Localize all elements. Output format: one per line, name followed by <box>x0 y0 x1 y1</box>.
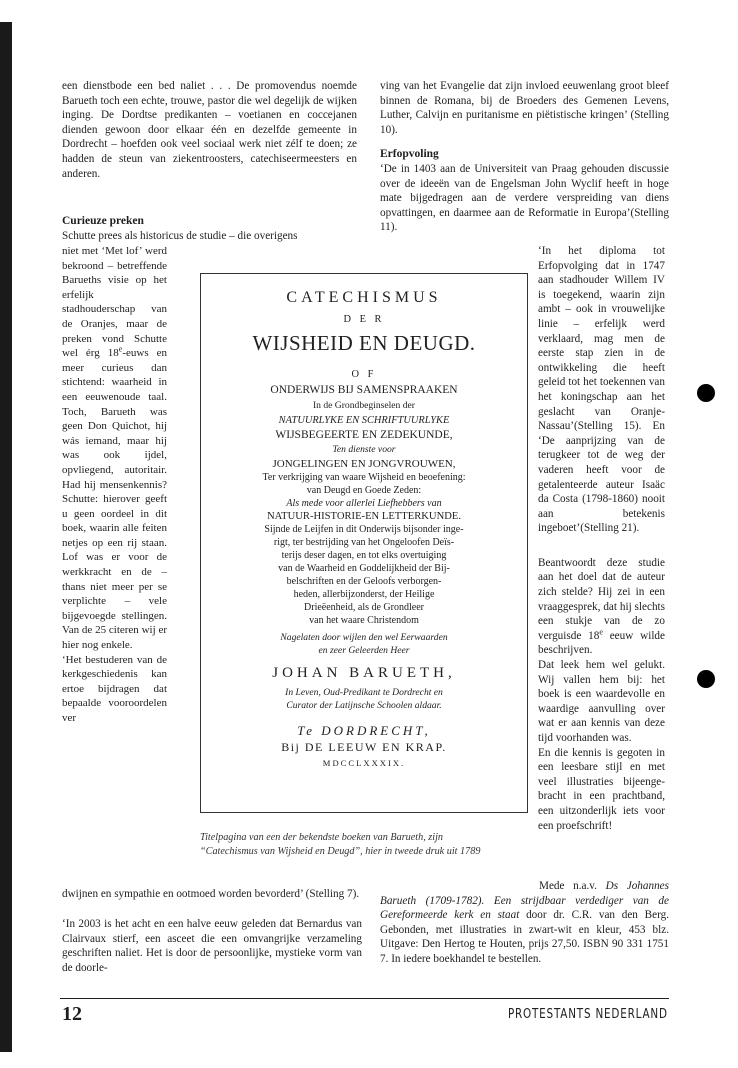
tp-johan-barueth: JOHAN BARUETH, <box>272 665 456 681</box>
book-details: door dr. C.R. van den Berg. Gebonden, met illustraties in zwart-wit en kleur, 453 blz. Uitgave: Den Hertog te Houten, prijs 27,50. ISBN 90 331 1751 7. In iedere boekhandel te bestellen. <box>380 909 669 965</box>
tp-onderwijs: ONDERWIJS BIJ SAMENSPRAAKEN <box>270 384 458 396</box>
tp-deugd: van Deugd en Goede Zeden: <box>306 485 422 496</box>
quote-stelling-7-start: ‘Het bestuderen van de kerkgeschiedenis kan ertoe bijdragen dat bepaalde vooroordelen ver <box>62 653 167 724</box>
conclusion-para <box>538 556 665 658</box>
book-title: Ds Johannes Barueth (1709-1782). Een strijdbaar verdediger van de Gereformeerde kerk en staat <box>380 880 669 922</box>
heading-curieuze-preken: Curieuze preken <box>62 215 144 227</box>
tp-ten-dienste: Ten dienste voor <box>332 444 396 455</box>
page-number: 12 <box>62 1003 82 1025</box>
stelling-15-21: ‘In het diploma tot Erfopvolging dat in 1747 aan stadhouder Willem IV is toegekend, waarin zijn ambt – ook in vrouwelijke linie – erfelijk werd verklaard, mag men de eerste stap zien in de ontwikkeling die heeft geleid tot het toekennen van het koningschap aan het geslacht van Oranje-Nassau’(Stelling 15). En ‘De aanprijzing van de terugkeer tot de weg der vaderen heeft voor de getalenteerde auteur Isaäc da Costa (1798-1860) nooit aan betekenis ingeboet’(Stelling 21). <box>538 245 665 535</box>
title-page-illustration <box>200 273 528 813</box>
tp-leeuw-krap: Bij DE LEEUW EN KRAP. <box>281 740 447 754</box>
tp-der: D E R <box>343 314 385 325</box>
tp-natuurlyke: NATUURLYKE EN SCHRIFTUURLYKE <box>278 415 450 426</box>
tp-line16: rigt, ter bestrijding van het Ongeloofen Deïs- <box>273 537 455 548</box>
footer-rule <box>60 998 669 999</box>
punch-hole-top <box>697 384 715 402</box>
right-narrow-column <box>538 244 665 833</box>
tp-curator: Curator der Latijnsche Schoolen aldaar. <box>286 700 442 711</box>
tp-geleerden: en zeer Geleerden Heer <box>318 645 410 656</box>
left-narrow-column <box>62 244 167 726</box>
tp-verkrijging: Ter verkrijging van waare Wijsheid en beoefening: <box>262 472 466 483</box>
tp-line19: belschriften en der Geloofs verborgen- <box>286 576 442 587</box>
tp-te-dordrecht: Te DORDRECHT, <box>297 723 431 738</box>
tp-line18: van de Waarheid en Goddelijkheid der Bij- <box>278 563 450 574</box>
tp-line20: heden, allerbijzonderst, der Heilige <box>293 589 435 600</box>
punch-hole-bottom <box>697 670 715 688</box>
right-column-top <box>380 79 669 235</box>
magazine-name: PROTESTANTS NEDERLAND <box>508 1007 668 1022</box>
narrow-text-part1: niet met ‘Met lof’ werd bekroond – betreffende Barueths visie op het erfelijk stadhouderschap van de Oranjes, maar de preken vond Schutte wel érg 18 <box>62 245 167 360</box>
superscript-e-right: e <box>599 627 603 637</box>
gelukt-para: Dat leek hem wel gelukt. Wij vallen hem bij: het boek is een waardevolle en waardige aanvulling over wat er aan kennis van deze tijd voorhanden was. <box>538 659 665 744</box>
narrow-text-part2: -euws en meer curieus dan stichtend: waarheid in een eeuwenoude taal. Toch, Barueth was geen Don Quichot, hij wás iemand, maar hij was ook ijdel, opvliegend, autoritair. Had hij mensenkennis? Schutte: hierover geeft u geen oordeel in dit boek, waarin alle feiten netjes op een rij staan. Lof was er voor de werkkracht en de – thans niet meer per se verplichte – vele bijgevoegde stellingen. Van de 25 citeren wij er hier nog enkele. <box>62 347 167 652</box>
tp-liefhebbers: Als mede voor allerlei Liefhebbers van <box>286 498 442 509</box>
tp-nagelaten: Nagelaten door wijlen den wel Eerwaarden <box>280 632 448 643</box>
title-page-caption: Titelpagina van een der bekendste boeken van Barueth, zijn “Catechismus van Wijsheid en Deugd”, hier in tweede druk uit 1789 <box>200 832 481 857</box>
tp-catechismus: CATECHISMUS <box>286 289 442 306</box>
tp-natuur-historie: NATUUR-HISTORIE-EN LETTERKUNDE. <box>267 511 461 522</box>
tp-wijsbegeerte: WIJSBEGEERTE EN ZEDEKUNDE, <box>275 429 453 441</box>
book-reference <box>380 879 669 967</box>
tp-of: O F <box>351 369 377 380</box>
kennis-para: En die kennis is gegoten in een leesbare stijl en met veel illustraties bijeengebracht in een prachtband, een uitzonderlijk iets voor een proefschrift! <box>538 746 665 832</box>
heading-erfopvoling: Erfopvoling <box>380 148 439 161</box>
conclusion-text-b: eeuw wilde beschrijven. <box>538 629 665 657</box>
tp-line21: Drieëenheid, als de Grondleer <box>304 602 424 613</box>
tp-in-leven: In Leven, Oud-Predikant te Dordrecht en <box>285 687 443 698</box>
quote-stelling-7-end: dwijnen en sympathie en ootmoed worden bevorderd’ (Stelling 7). <box>62 888 360 900</box>
tp-grondbeginselen: In de Grondbeginselen der <box>312 400 416 411</box>
tp-year: MDCCLXXXIX. <box>322 758 406 768</box>
quote-stelling-10-start: ‘In 2003 is het acht en een halve eeuw geleden dat Bernardus van Clairvaux stierf, een asceet die een omvangrijke verzameling geschriften naliet. Het is door de persoonlijke, mystieke vorm van de doorle- <box>62 918 362 974</box>
tp-line15: Sijnde de Leijfen in dit Onderwijs bijsonder inge- <box>264 524 464 535</box>
tp-line17: terijs deser dagen, en tot elks overtuiging <box>281 550 447 561</box>
binding-edge <box>0 22 12 1052</box>
superscript-e: e <box>118 344 123 354</box>
tp-wijsheid-en-deugd: WIJSHEID EN DEUGD. <box>252 331 476 355</box>
tp-line22: van het waare Christendom <box>309 615 419 626</box>
stelling-11: ‘De in 1403 aan de Universiteit van Praag gehouden discussie over de ideeën van de Engelsman John Wyclif heeft in hoge mate bijgedragen aan de verdere verspreiding van diens opvattingen, en daarmee aan de Reformatie in Europa’(Stelling 11). <box>380 162 669 234</box>
mede-prefix: Mede n.a.v. <box>539 880 606 892</box>
stelling-10-end: ving van het Evangelie dat zijn invloed eeuwenlang groot bleef binnen de Romana, bij de Broeders des Gemenen Levens, Luther, Calvijn en puritanisme en piëtistische kringen’ (Stelling 10). <box>380 80 669 136</box>
left-wide-line: Schutte prees als historicus de studie – die overigens <box>62 230 298 242</box>
left-intro-paragraph: een dienstbode een bed naliet . . . De promovendus noemde Barueth toch een echte, trouwe, pastor die wel degelijk de wijken inging. De Dordtse predikanten – voetianen en coccejanen dienden gewoon door elkaar één en dezelfde gemeente in Dordrecht – hoefden ook veel sociaal werk niet zélf te doen; ze hadden de steun van ziekentroosters, catechiseermeesters en anderen. <box>62 80 357 180</box>
conclusion-text-a: Beantwoordt deze studie aan het doel dat de auteur zich stelde? Hij zei in een vraaggesprek, dat hij slechts een stukje van de zo verguisde 18 <box>538 556 665 642</box>
tp-jongelingen: JONGELINGEN EN JONGVROUWEN, <box>272 458 456 470</box>
